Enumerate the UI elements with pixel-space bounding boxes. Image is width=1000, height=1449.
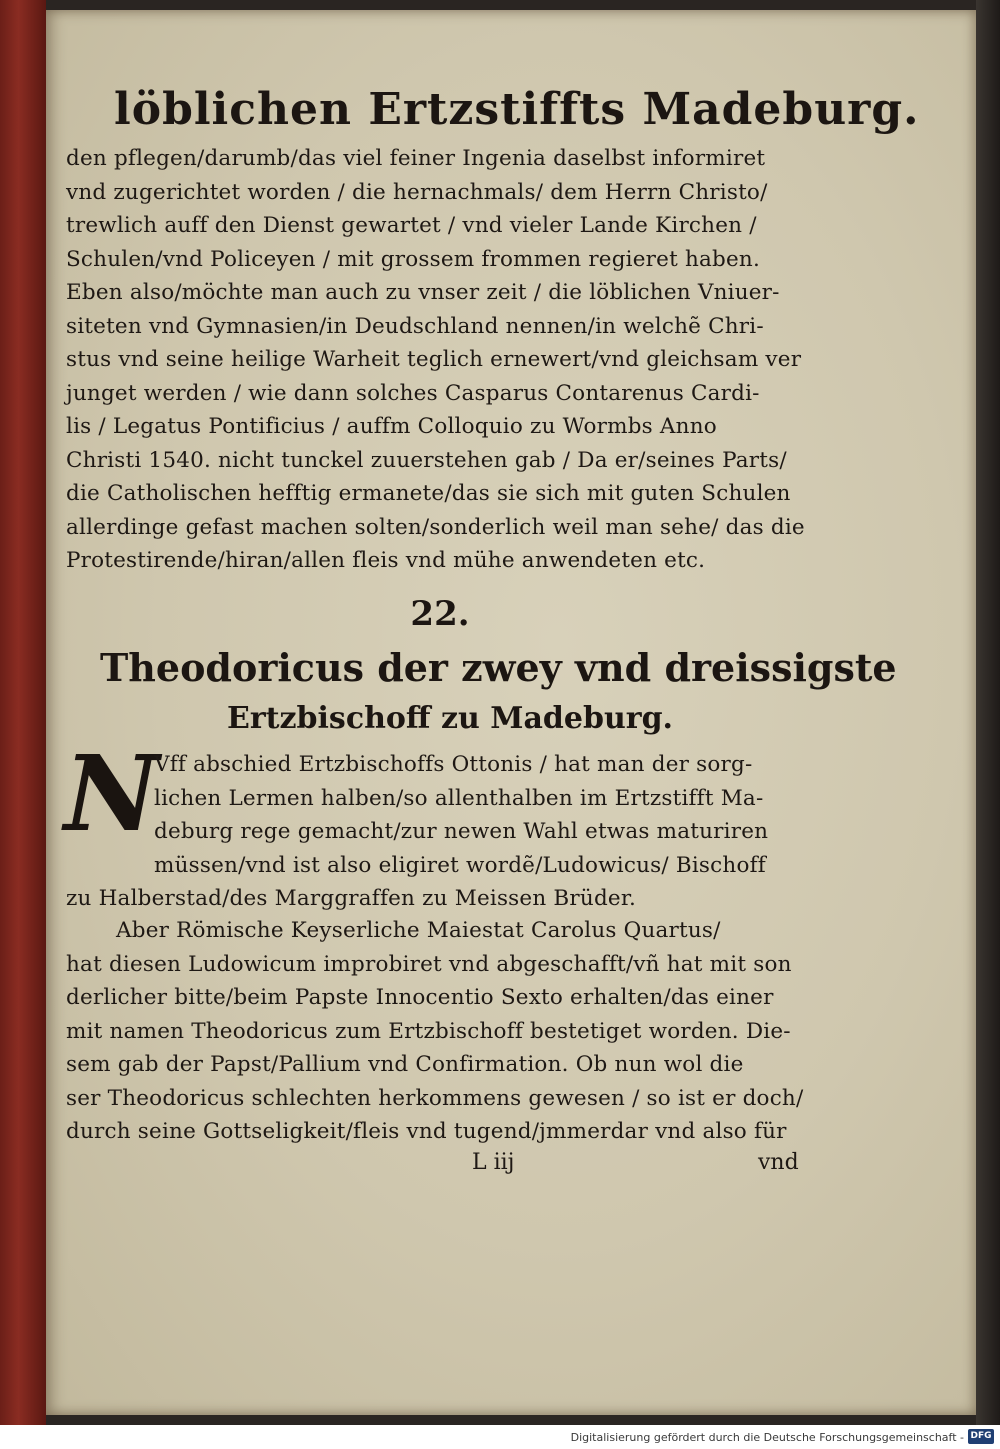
text-line: trewlich auff den Dienst gewartet / vnd vieler Lande Kirchen / bbox=[66, 213, 757, 238]
text-line: Vff abschied Ertzbischoffs Ottonis / hat man der sorg- bbox=[154, 752, 753, 777]
text-line: sem gab der Papst/Pallium vnd Confirmation. Ob nun wol die bbox=[66, 1052, 744, 1077]
text-line: zu Halberstad/des Marggraffen zu Meissen Brüder. bbox=[66, 886, 636, 911]
chapter-heading bbox=[100, 640, 897, 742]
text-line: lichen Lermen halben/so allenthalben im Ertzstifft Ma- bbox=[154, 785, 764, 811]
text-line: die Catholischen hefftig ermanete/das sie sich mit guten Schulen bbox=[66, 481, 791, 506]
text-line: hat diesen Ludowicum improbiret vnd abgeschafft/vñ hat mit son bbox=[66, 951, 792, 977]
decorated-initial: N bbox=[64, 732, 160, 855]
text-line: allerdinge gefast machen solten/sonderlich weil man sehe/ das die bbox=[66, 514, 805, 540]
text-line: stus vnd seine heilige Warheit teglich ernewert/vnd gleichsam ver bbox=[66, 347, 802, 372]
text-line: derlicher bitte/beim Papste Innocentio Sexto erhalten/das einer bbox=[66, 985, 774, 1010]
heading-line-2: Ertzbischoff zu Madeburg. bbox=[226, 701, 673, 736]
page-footer-line bbox=[66, 1150, 826, 1184]
section-number: 22. bbox=[410, 594, 470, 634]
text-line: Christi 1540. nicht tunckel zuuerstehen gab / Da er/seines Parts/ bbox=[66, 447, 787, 473]
catchword: vnd bbox=[758, 1150, 799, 1175]
text-line: ser Theodoricus schlechten herkommens gewesen / so ist er doch/ bbox=[66, 1085, 804, 1111]
scan-right-edge bbox=[976, 0, 1000, 1425]
text-line: junget werden / wie dann solches Casparus Contarenus Cardi- bbox=[66, 380, 760, 406]
paragraph-3 bbox=[66, 914, 826, 1149]
text-line: deburg rege gemacht/zur newen Wahl etwas maturiren bbox=[154, 819, 769, 844]
heading-line-1: Theodoricus der zwey vnd dreissigste bbox=[100, 645, 897, 690]
text-line: siteten vnd Gymnasien/in Deudschland nennen/in welchẽ Chri- bbox=[66, 313, 764, 339]
text-line: durch seine Gottseligkeit/fleis vnd tugend/jmmerdar vnd also für bbox=[66, 1119, 787, 1144]
text-line: Aber Römische Keyserliche Maiestat Carolus Quartus/ bbox=[116, 918, 721, 943]
text-line: Eben also/möchte man auch zu vnser zeit / die löblichen Vniuer- bbox=[66, 280, 780, 305]
text-line: mit namen Theodoricus zum Ertzbischoff bestetiget worden. Die- bbox=[66, 1018, 791, 1044]
paragraph-2 bbox=[66, 748, 826, 916]
text-line: Schulen/vnd Policeyen / mit grossem frommen regieret haben. bbox=[66, 246, 760, 272]
book-cover-edge bbox=[0, 0, 46, 1425]
text-line: Protestirende/hiran/allen fleis vnd mühe anwendeten etc. bbox=[66, 548, 706, 573]
text-line: lis / Legatus Pontificius / auffm Colloquio zu Wormbs Anno bbox=[66, 414, 717, 439]
text-line: vnd zugerichtet worden / die hernachmals/ dem Herrn Christo/ bbox=[66, 179, 768, 205]
paragraph-1 bbox=[66, 142, 826, 578]
dfg-logo: DFG bbox=[968, 1429, 994, 1444]
text-line: den pflegen/darumb/das viel feiner Ingenia daselbst informiret bbox=[66, 146, 766, 171]
funding-notice: Digitalisierung gefördert durch die Deutsche Forschungsgemeinschaft - bbox=[570, 1431, 964, 1444]
running-head: löblichen Ertzstiffts Madeburg. bbox=[114, 84, 920, 135]
text-line: müssen/vnd ist also eligiret wordẽ/Ludowicus/ Bischoff bbox=[154, 852, 766, 878]
digitization-footer bbox=[0, 1425, 1000, 1449]
signature-mark: L iij bbox=[472, 1150, 515, 1175]
